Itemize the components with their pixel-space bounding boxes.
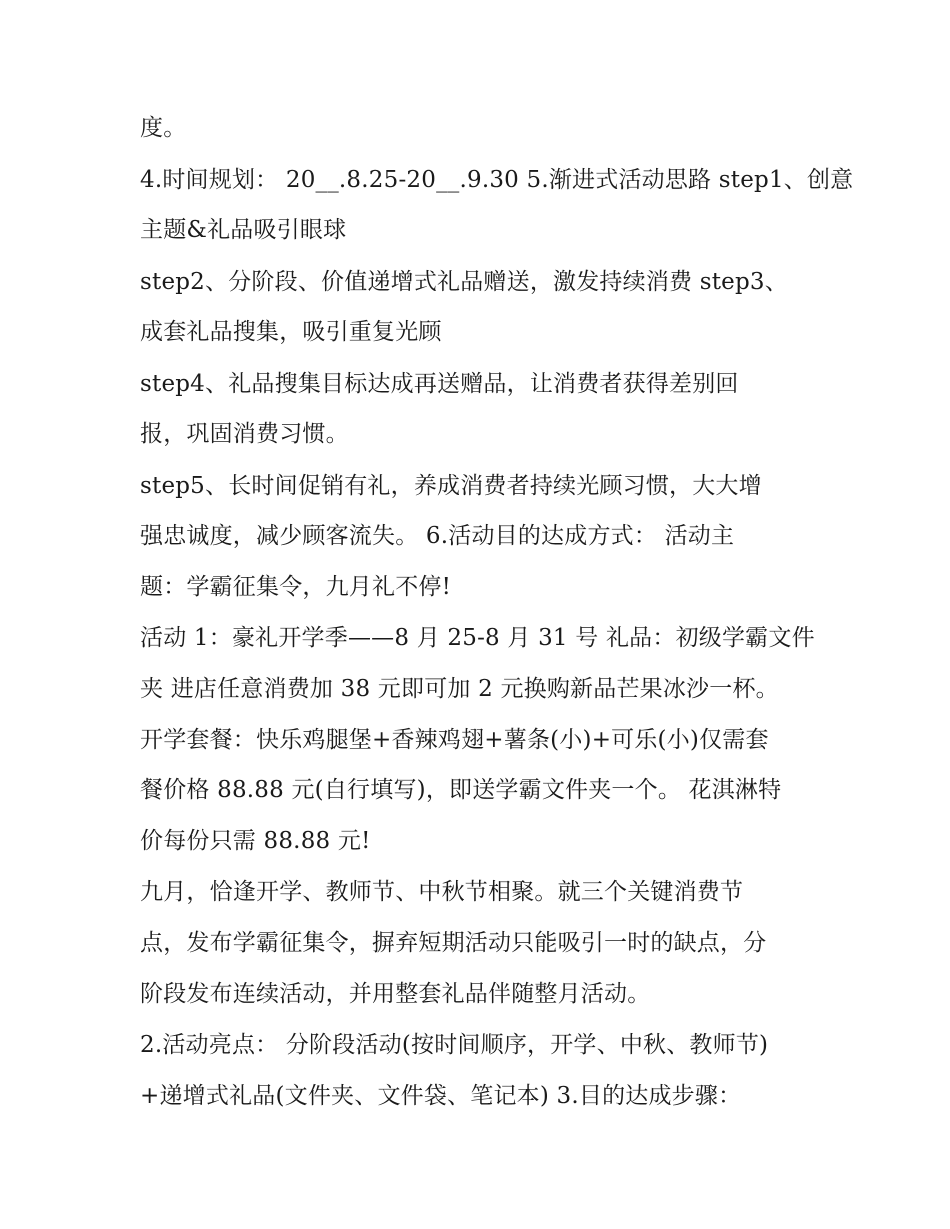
text-line: 度。 (140, 115, 187, 141)
text-line: 价每份只需 88.88 元! (140, 828, 371, 854)
text-line: 点，发布学霸征集令，摒弃短期活动只能吸引一时的缺点，分 (140, 930, 767, 956)
text-line: 报，巩固消费习惯。 (140, 421, 349, 447)
text-line: 主题&礼品吸引眼球 (140, 217, 347, 243)
text-line: step4、礼品搜集目标达成再送赠品，让消费者获得差别回 (140, 371, 739, 397)
text-line: 2.活动亮点： 分阶段活动(按时间顺序，开学、中秋、教师节) (140, 1032, 769, 1058)
text-line: 4.时间规划： 20__.8.25-20__.9.30 5.渐进式活动思路 step1、创意 (140, 167, 854, 193)
text-line: 餐价格 88.88 元(自行填写)，即送学霸文件夹一个。 花淇淋特 (140, 777, 782, 803)
text-line: 开学套餐：快乐鸡腿堡+香辣鸡翅+薯条(小)+可乐(小)仅需套 (140, 727, 769, 753)
text-line: 成套礼品搜集，吸引重复光顾 (140, 319, 442, 345)
text-line: step2、分阶段、价值递增式礼品赠送，激发持续消费 step3、 (140, 269, 788, 295)
text-line: 夹 进店任意消费加 38 元即可加 2 元换购新品芒果冰沙一杯。 (140, 676, 779, 702)
text-line: 题：学霸征集令，九月礼不停! (140, 574, 452, 600)
text-line: 强忠诚度，减少顾客流失。 6.活动目的达成方式： 活动主 (140, 523, 735, 549)
text-line: step5、长时间促销有礼，养成消费者持续光顾习惯，大大增 (140, 473, 762, 499)
text-line: 活动 1：豪礼开学季——8 月 25-8 月 31 号 礼品：初级学霸文件 (140, 625, 815, 651)
text-line: 阶段发布连续活动，并用整套礼品伴随整月活动。 (140, 981, 651, 1007)
text-line: 九月，恰逢开学、教师节、中秋节相聚。就三个关键消费节 (140, 879, 744, 905)
text-line: +递增式礼品(文件夹、文件袋、笔记本) 3.目的达成步骤： (140, 1083, 742, 1109)
